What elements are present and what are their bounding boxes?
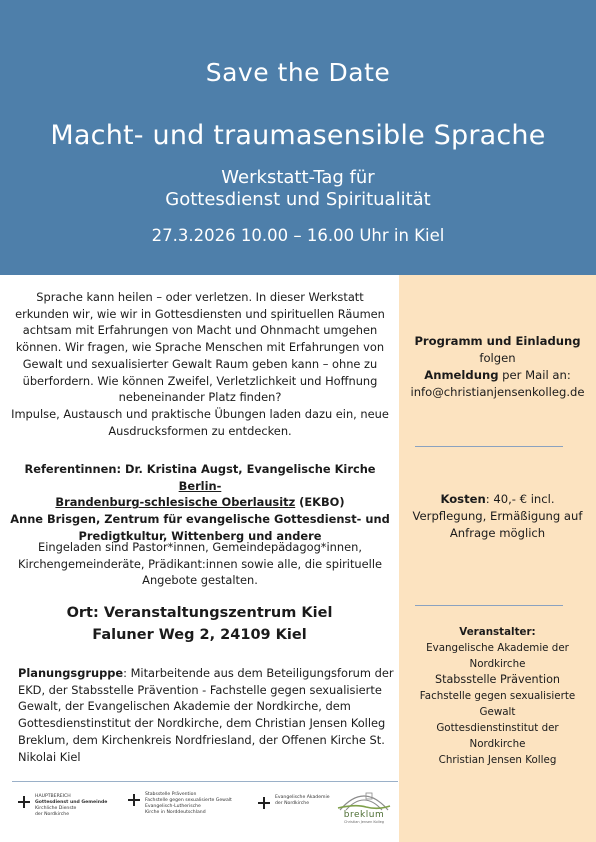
planning-line: Gottesdienstinstitut der Nordkirche, dem Christian Jensen Kolleg xyxy=(18,716,386,731)
logo-line: Stabsstelle Prävention xyxy=(145,792,197,797)
cross-icon xyxy=(258,797,270,809)
program-follow: folgen xyxy=(479,351,516,365)
invited-text xyxy=(10,539,390,589)
speakers-line: Predigtkultur, Wittenberg und andere xyxy=(78,528,322,543)
program-heading: Programm und Einladung xyxy=(414,334,581,348)
save-the-date-heading: Save the Date xyxy=(205,58,391,87)
sidebar-divider xyxy=(415,605,563,606)
intro-line: überfordern. Wie können Zweifel, Verletzlichkeit und Hoffnung xyxy=(22,373,378,388)
organizer-line: Nordkirche xyxy=(469,738,526,750)
event-date: 27.3.2026 10.00 – 16.00 Uhr in Kiel xyxy=(151,226,445,245)
cross-icon xyxy=(128,794,140,806)
program-info xyxy=(399,333,596,401)
logo-line: der Nordkirche xyxy=(35,812,70,817)
planning-rest: : Mitarbeitende aus dem Beteiligungsforum der xyxy=(123,666,394,680)
ekbo-link[interactable]: Berlin- xyxy=(178,478,222,493)
organizer-line: Gewalt xyxy=(479,706,516,718)
intro-line: Sprache kann heilen – oder verletzen. In dieser Werkstatt xyxy=(36,290,364,304)
logo-line: Kirche in Norddeutschland xyxy=(145,810,206,815)
logo-line: Fachstelle gegen sexualisierte Gewalt xyxy=(145,798,232,803)
planning-line: Gewalt, der Evangelischen Akademie der Nordkirche, dem xyxy=(18,699,351,714)
planning-line: Breklum, dem Kirchenkreis Nordfriesland, der Offenen Kirche St. xyxy=(18,732,385,747)
logo-stabsstelle-praevention xyxy=(128,792,232,816)
organizer-line: Stabsstelle Prävention xyxy=(434,673,561,686)
speakers-line xyxy=(10,494,390,511)
invited-line: Angebote gestalten. xyxy=(142,573,258,588)
intro-text xyxy=(10,289,390,439)
intro-line: achtsam mit Erfahrungen von Macht und Ohnmacht umgehen xyxy=(22,323,378,338)
intro-line: Ausdrucksformen zu entdecken. xyxy=(108,423,292,438)
cross-icon xyxy=(18,796,30,808)
registration-rest: per Mail an: xyxy=(498,368,571,382)
header-banner xyxy=(0,0,596,275)
logo-line: Evangelische Akademie xyxy=(275,795,330,800)
registration-email-link[interactable]: info@christianjensenkolleg.de xyxy=(410,385,585,399)
speakers-line xyxy=(10,461,390,494)
breklum-wordmark: breklum xyxy=(343,810,385,820)
registration-label: Anmeldung xyxy=(424,368,499,382)
planning-text xyxy=(18,665,396,765)
planning-label: Planungsgruppe xyxy=(18,666,124,680)
speakers-suffix: (EKBO) xyxy=(295,495,345,510)
organizer-line: Gottesdienstinstitut der xyxy=(436,722,559,734)
footer-divider xyxy=(12,781,398,782)
sidebar-divider xyxy=(415,446,563,447)
invited-line: Kirchengemeinderäte, Prädikant:innen sowie alle, die spirituelle xyxy=(18,556,382,571)
logo-line: Gottesdienst und Gemeinde xyxy=(35,800,108,805)
location-line1: Ort: Veranstaltungszentrum Kiel xyxy=(66,605,333,621)
location-line2: Faluner Weg 2, 24109 Kiel xyxy=(92,627,307,643)
planning-line: EKD, der Stabsstelle Prävention - Fachstelle gegen sexualisierte xyxy=(18,682,382,697)
logo-text xyxy=(35,794,107,818)
invited-line: Eingeladen sind Pastor*innen, Gemeindepädagog*innen, xyxy=(38,540,362,554)
organizer-info xyxy=(399,624,596,768)
intro-line: Impulse, Austausch und praktische Übungen laden dazu ein, neue xyxy=(11,406,389,421)
logo-line: Evangelisch-Lutherische xyxy=(145,804,201,809)
logo-evangelische-akademie xyxy=(258,795,330,809)
speakers-block xyxy=(10,461,390,545)
organizer-line: Fachstelle gegen sexualisierte xyxy=(419,690,576,702)
logo-breklum xyxy=(336,784,392,824)
planning-line xyxy=(18,665,396,682)
logo-line: HAUPTBEREICH xyxy=(35,794,71,799)
organizer-line: Evangelische Akademie der xyxy=(426,642,569,654)
breklum-subline: Christian Jensen Kolleg xyxy=(343,820,384,824)
cost-line: Verpflegung, Ermäßigung auf xyxy=(412,509,583,523)
intro-line: können. Wir fragen, wie Sprache Menschen mit Erfahrungen von xyxy=(15,340,385,355)
cost-label: Kosten xyxy=(440,492,486,506)
intro-line: Gewalt und sexualisierter Gewalt Raum geben kann – ohne zu xyxy=(22,356,378,371)
breklum-roof-icon xyxy=(336,784,392,812)
intro-line: erkunden wir, wie wir in Gottesdiensten und spirituellen Räumen xyxy=(15,306,385,321)
organizer-line: Christian Jensen Kolleg xyxy=(438,754,557,766)
planning-line: Nikolai Kiel xyxy=(18,749,81,764)
logo-line: Kirchliche Dienste xyxy=(35,806,77,811)
speakers-prefix: Referentinnen: Dr. Kristina Augst, Evangelische Kirche xyxy=(24,462,376,476)
event-subtitle-line1: Werkstatt-Tag für xyxy=(221,167,375,188)
cost-amount: : 40,- € incl. xyxy=(485,492,555,506)
logo-text xyxy=(275,795,330,807)
organizer-label: Veranstalter: xyxy=(459,626,536,638)
ekbo-link-cont[interactable]: Brandenburg-schlesische Oberlausitz xyxy=(55,495,296,510)
intro-line: nebeneinander Platz finden? xyxy=(118,390,282,405)
logo-gottesdienst-gemeinde xyxy=(18,794,107,818)
event-title: Macht- und traumasensible Sprache xyxy=(50,120,546,151)
cost-info xyxy=(399,491,596,542)
cost-line: Anfrage möglich xyxy=(449,526,546,540)
speakers-line: Anne Brisgen, Zentrum für evangelische Gottesdienst- und xyxy=(10,512,390,527)
organizer-line: Nordkirche xyxy=(469,658,526,670)
logo-text xyxy=(145,792,232,816)
event-subtitle-line2: Gottesdienst und Spiritualität xyxy=(165,189,431,210)
logo-line: der Nordkirche xyxy=(275,801,310,806)
